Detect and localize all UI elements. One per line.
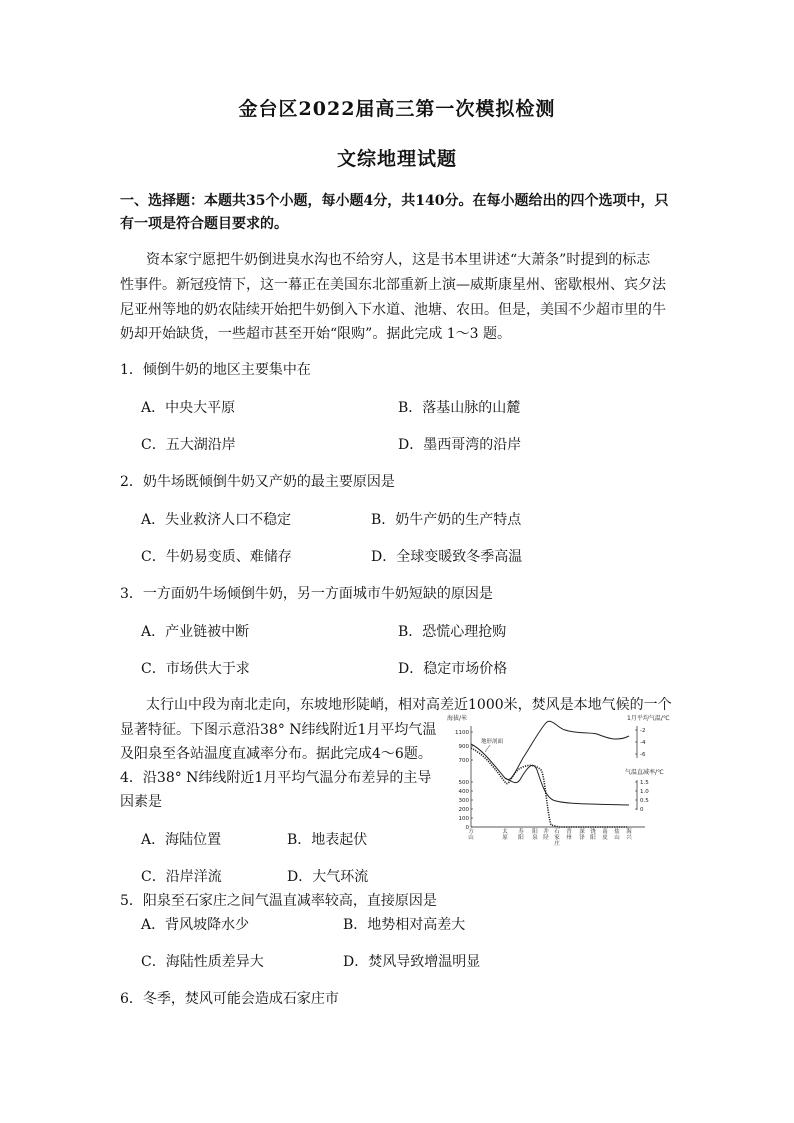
- station-label: 皮: [602, 835, 608, 841]
- station-labels: [465, 825, 632, 847]
- terrain-label-pointer: [485, 745, 490, 752]
- station-label: 山: [468, 835, 474, 841]
- temperature-profile-chart: [447, 712, 690, 850]
- lapse-rate-line: [505, 765, 629, 805]
- question-5-option-d[interactable]: D．焚风导致增温明显: [343, 954, 481, 970]
- station-label: 盐: [614, 829, 620, 835]
- question-4-stem-line-1: 4．沿38° N纬线附近1月平均气温分布差异的主导: [120, 770, 432, 786]
- station-label: 阳: [518, 835, 524, 841]
- passage1-line-1: 资本家宁愿把牛奶倒进臭水沟也不给穷人，这是书本里讲述“大萧条”时提到的标志: [146, 252, 651, 268]
- station-label: 井: [543, 829, 549, 835]
- terrain-profile-line: [471, 748, 627, 827]
- lapse-axis-title: 气温直减率/℃: [625, 769, 664, 776]
- left-tick-label: 0: [465, 825, 469, 831]
- temp-tick-label: -6: [640, 752, 646, 758]
- passage2-line-2: 显著特征。下图示意沿38° N纬线附近1月平均气温: [120, 722, 437, 738]
- question-5-option-c[interactable]: C．海陆性质差异大: [141, 954, 264, 970]
- left-tick-label: 900: [458, 744, 469, 750]
- left-axis-title: 海拔/米: [447, 715, 468, 722]
- lapse-tick-label: 1.0: [640, 789, 649, 795]
- question-2-option-a[interactable]: A．失业救济人口不稳定: [141, 512, 292, 528]
- left-tick-label: 100: [458, 816, 469, 822]
- temp-axis-title: 1月平均气温/℃: [627, 715, 670, 722]
- left-tick-label: 500: [458, 780, 469, 786]
- station-label: 石: [554, 829, 560, 835]
- question-5-option-b[interactable]: B．地势相对高差大: [343, 917, 466, 933]
- question-6-stem: 6．冬季，焚风可能会造成石家庄市: [120, 991, 339, 1007]
- station-label: 饶: [590, 829, 596, 835]
- january-temperature-line: [471, 721, 629, 779]
- left-axis-ticks: [455, 730, 473, 831]
- left-tick-label: 200: [458, 807, 469, 813]
- left-tick-label: 400: [458, 789, 469, 795]
- station-label: 南: [602, 829, 608, 835]
- temp-tick-label: -2: [640, 728, 646, 734]
- passage1-line-3: 尼亚州等地的奶农陆续开始把牛奶倒入下水道、池塘、农田。但是，美国不少超市里的牛: [120, 302, 666, 318]
- question-4-stem-line-2: 因素是: [120, 794, 162, 810]
- station-label: 山: [614, 835, 620, 841]
- station-label: 晋: [566, 829, 572, 835]
- question-2-option-c[interactable]: C．牛奶易变质、难储存: [141, 549, 292, 565]
- passage2-line-1: 太行山中段为南北走向，东坡地形陡峭，相对高差近1000米，焚风是本地气候的一个: [146, 697, 672, 713]
- station-label: 太: [502, 829, 508, 835]
- station-label: 方: [468, 829, 474, 835]
- station-label: 兴: [626, 835, 632, 841]
- question-3-option-b[interactable]: B．恐慌心理抢购: [398, 624, 507, 640]
- station-label: 阳: [532, 829, 538, 835]
- question-5-stem: 5．阳泉至石家庄之间气温直减率较高，直接原因是: [120, 893, 437, 909]
- exam-subtitle: 文综地理试题: [336, 148, 457, 170]
- temp-axis-ticks: [635, 728, 646, 758]
- question-4-option-c[interactable]: C．沿岸洋流: [141, 869, 222, 885]
- question-1-stem: 1．倾倒牛奶的地区主要集中在: [120, 362, 311, 378]
- left-tick-label: 700: [458, 758, 469, 764]
- station-label: 州: [566, 835, 572, 841]
- station-label: 泽: [579, 835, 585, 841]
- question-4-option-d[interactable]: D．大气环流: [287, 869, 369, 885]
- passage1-line-2: 性事件。新冠疫情下，这一幕正在美国东北部重新上演—威斯康星州、密歇根州、宾夕法: [120, 277, 666, 293]
- question-1-option-a[interactable]: A．中央大平原: [141, 400, 236, 416]
- question-3-option-a[interactable]: A．产业链被中断: [141, 624, 250, 640]
- lapse-tick-label: 0: [640, 807, 644, 813]
- passage1-line-4: 奶却开始缺货，一些超市甚至开始“限购”。据此完成 1～3 题。: [120, 326, 512, 342]
- station-label: 陉: [543, 835, 549, 841]
- question-4-option-a[interactable]: A．海陆位置: [141, 832, 222, 848]
- section-instruction-line-2: 有一项是符合题目要求的。: [120, 216, 288, 232]
- question-3-option-c[interactable]: C．市场供大于求: [141, 661, 250, 677]
- passage2-line-3: 及阳泉至各站温度直减率分布。据此完成4～6题。: [120, 746, 432, 762]
- station-label: 深: [579, 829, 585, 835]
- exam-title: 金台区2022届高三第一次模拟检测: [238, 98, 556, 120]
- terrain-label: 地形剖面: [481, 739, 504, 745]
- question-1-option-d[interactable]: D．墨西哥湾的沿岸: [398, 437, 522, 453]
- left-tick-label: 300: [458, 798, 469, 804]
- question-4-option-b[interactable]: B．地表起伏: [287, 832, 368, 848]
- left-tick-label: 1100: [455, 730, 469, 736]
- question-2-option-b[interactable]: B．奶牛产奶的生产特点: [371, 512, 522, 528]
- station-label: 寿: [518, 829, 524, 835]
- station-label: 阳: [590, 835, 596, 841]
- temp-tick-label: -4: [640, 740, 646, 746]
- question-2-stem: 2．奶牛场既倾倒牛奶又产奶的最主要原因是: [120, 474, 395, 490]
- question-1-option-b[interactable]: B．落基山脉的山麓: [398, 400, 521, 416]
- station-label: 家: [554, 835, 560, 841]
- lapse-tick-label: 0.5: [640, 798, 649, 804]
- station-label: 海: [626, 829, 632, 835]
- question-5-option-a[interactable]: A．背风坡降水少: [141, 917, 250, 933]
- lapse-tick-label: 1.5: [640, 780, 649, 786]
- question-3-option-d[interactable]: D．稳定市场价格: [398, 661, 508, 677]
- section-instruction-line-1: 一、选择题：本题共35个小题，每小题4分，共140分。在每小题给出的四个选项中，只: [120, 193, 669, 209]
- station-label: 原: [502, 835, 508, 841]
- question-1-option-c[interactable]: C．五大湖沿岸: [141, 437, 236, 453]
- station-label: 庄: [554, 841, 560, 847]
- question-3-stem: 3．一方面奶牛场倾倒牛奶，另一方面城市牛奶短缺的原因是: [120, 586, 493, 602]
- question-2-option-d[interactable]: D．全球变暖致冬季高温: [371, 549, 523, 565]
- station-label: 泉: [532, 835, 538, 841]
